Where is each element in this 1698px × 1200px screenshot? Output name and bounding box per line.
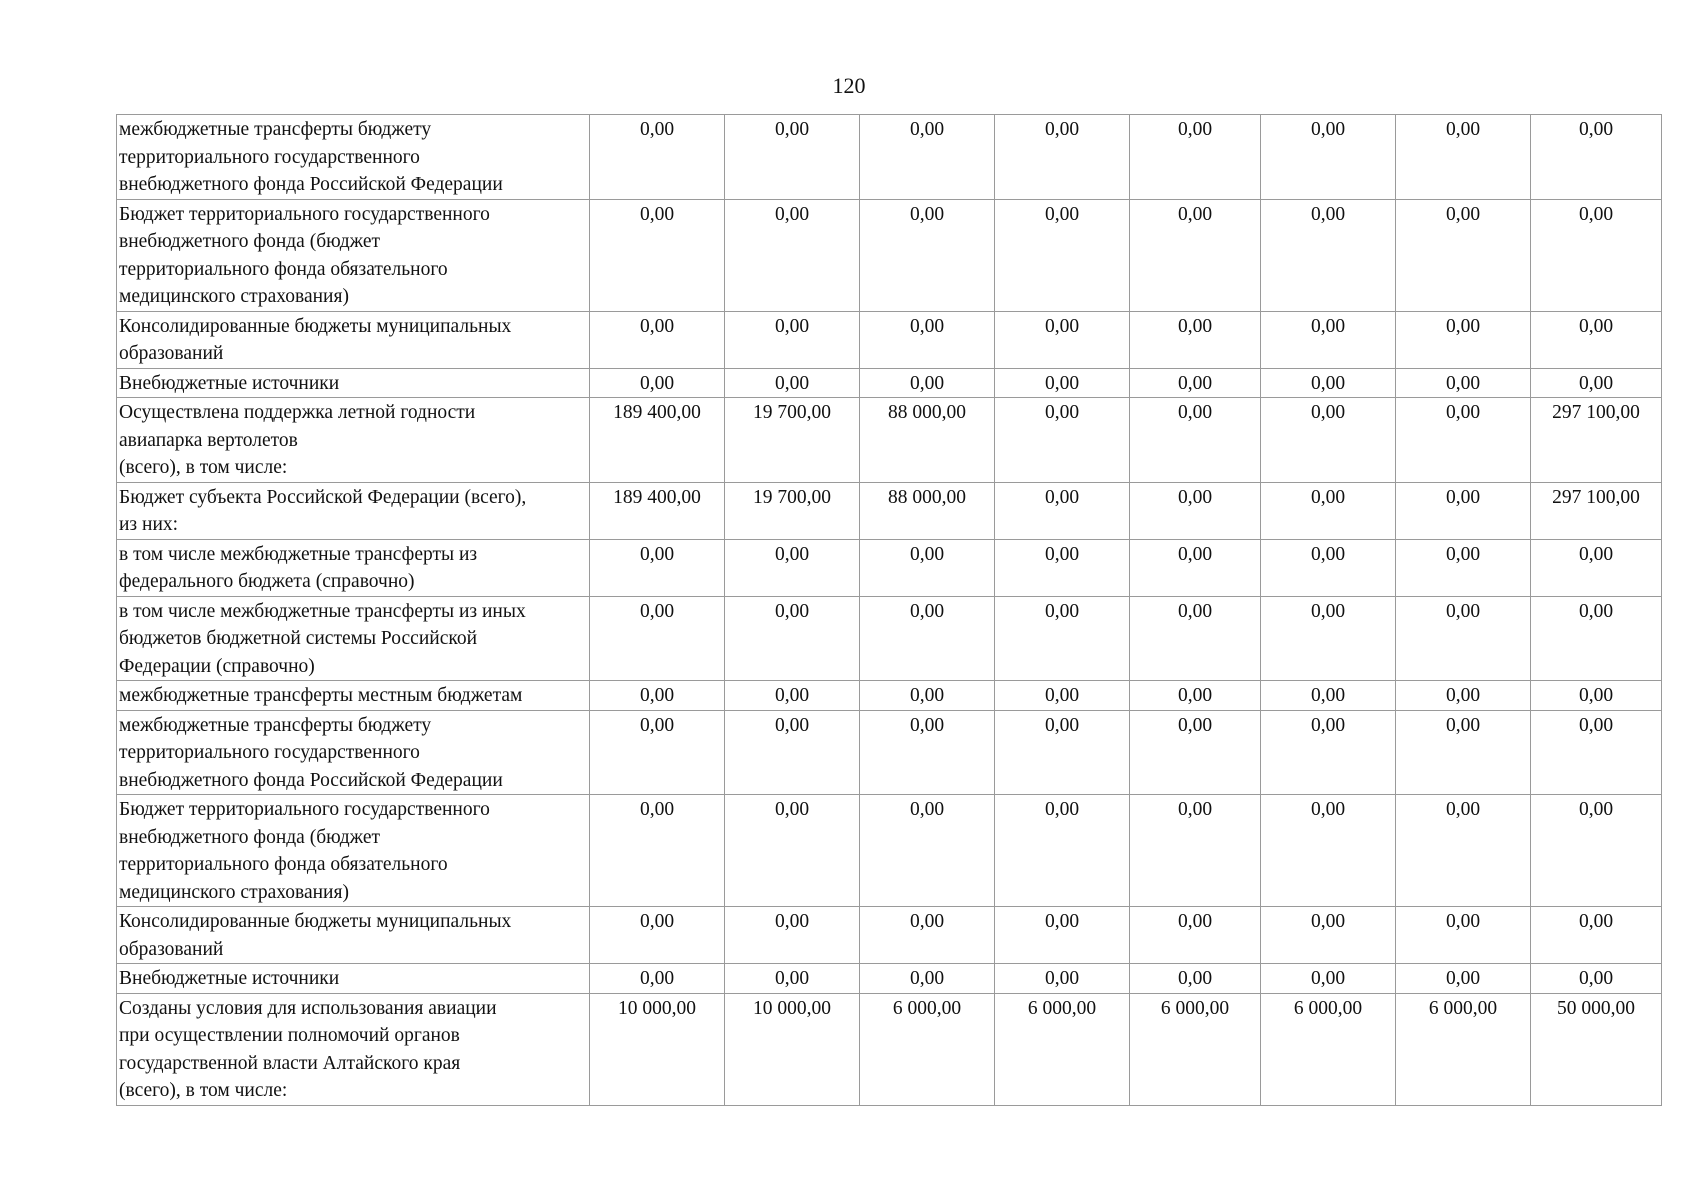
value-cell: 0,00 (725, 199, 860, 311)
value-cell: 0,00 (1261, 398, 1396, 483)
value-cell: 0,00 (1130, 710, 1261, 795)
value-cell: 0,00 (1130, 596, 1261, 681)
value-cell: 0,00 (860, 311, 995, 368)
value-cell: 0,00 (1130, 482, 1261, 539)
value-cell: 0,00 (1396, 596, 1531, 681)
value-cell: 0,00 (1261, 368, 1396, 398)
table-row (117, 795, 1662, 907)
value-cell: 10 000,00 (590, 993, 725, 1105)
table-row (117, 964, 1662, 994)
value-cell: 0,00 (1130, 311, 1261, 368)
value-cell: 0,00 (1396, 199, 1531, 311)
value-cell: 0,00 (860, 199, 995, 311)
row-label-cell: Бюджет территориального государственного внебюджетного фонда (бюджет территориального фонда обязательного медицинского страхования) (117, 795, 590, 907)
value-cell: 0,00 (1261, 795, 1396, 907)
value-cell: 0,00 (860, 368, 995, 398)
value-cell: 0,00 (995, 964, 1130, 994)
value-cell: 0,00 (860, 681, 995, 711)
value-cell: 0,00 (1531, 710, 1662, 795)
row-label-cell: Внебюджетные источники (117, 964, 590, 994)
table-row (117, 993, 1662, 1105)
value-cell: 0,00 (590, 964, 725, 994)
value-cell: 0,00 (995, 539, 1130, 596)
value-cell: 0,00 (1396, 115, 1531, 200)
row-label-cell: Внебюджетные источники (117, 368, 590, 398)
value-cell: 0,00 (1531, 907, 1662, 964)
value-cell: 0,00 (1130, 398, 1261, 483)
value-cell: 0,00 (1531, 539, 1662, 596)
value-cell: 0,00 (725, 596, 860, 681)
value-cell: 0,00 (1396, 964, 1531, 994)
value-cell: 0,00 (590, 539, 725, 596)
value-cell: 6 000,00 (995, 993, 1130, 1105)
table-row (117, 368, 1662, 398)
value-cell: 6 000,00 (860, 993, 995, 1105)
value-cell: 0,00 (725, 368, 860, 398)
row-label-cell: в том числе межбюджетные трансферты из иных бюджетов бюджетной системы Российской Федерации (справочно) (117, 596, 590, 681)
table-row (117, 710, 1662, 795)
row-label-cell: Консолидированные бюджеты муниципальных образований (117, 311, 590, 368)
value-cell: 0,00 (590, 311, 725, 368)
value-cell: 0,00 (1261, 907, 1396, 964)
value-cell: 297 100,00 (1531, 482, 1662, 539)
row-label-cell: Созданы условия для использования авиации при осуществлении полномочий органов государственной власти Алтайского края (всего), в том числе: (117, 993, 590, 1105)
value-cell: 0,00 (1531, 199, 1662, 311)
row-label-cell: Бюджет субъекта Российской Федерации (всего), из них: (117, 482, 590, 539)
value-cell: 0,00 (590, 368, 725, 398)
value-cell: 0,00 (1130, 115, 1261, 200)
value-cell: 0,00 (725, 795, 860, 907)
value-cell: 0,00 (1396, 681, 1531, 711)
value-cell: 0,00 (725, 907, 860, 964)
value-cell: 0,00 (1261, 199, 1396, 311)
value-cell: 0,00 (1261, 710, 1396, 795)
value-cell: 0,00 (995, 311, 1130, 368)
value-cell: 0,00 (1531, 964, 1662, 994)
value-cell: 0,00 (1261, 681, 1396, 711)
value-cell: 0,00 (860, 795, 995, 907)
value-cell: 0,00 (590, 907, 725, 964)
value-cell: 50 000,00 (1531, 993, 1662, 1105)
value-cell: 0,00 (995, 482, 1130, 539)
value-cell: 0,00 (1531, 681, 1662, 711)
value-cell: 0,00 (1261, 596, 1396, 681)
value-cell: 0,00 (995, 710, 1130, 795)
value-cell: 6 000,00 (1130, 993, 1261, 1105)
value-cell: 0,00 (1261, 311, 1396, 368)
row-label-cell: межбюджетные трансферты бюджету территориального государственного внебюджетного фонда Российской Федерации (117, 710, 590, 795)
value-cell: 0,00 (1130, 368, 1261, 398)
value-cell: 0,00 (995, 681, 1130, 711)
budget-table (116, 114, 1662, 1106)
value-cell: 88 000,00 (860, 398, 995, 483)
page-number: 120 (832, 73, 866, 98)
value-cell: 0,00 (1396, 368, 1531, 398)
value-cell: 0,00 (590, 596, 725, 681)
value-cell: 0,00 (725, 710, 860, 795)
value-cell: 0,00 (995, 398, 1130, 483)
value-cell: 0,00 (995, 907, 1130, 964)
table-row (117, 907, 1662, 964)
table-row (117, 681, 1662, 711)
value-cell: 0,00 (1261, 539, 1396, 596)
value-cell: 0,00 (995, 795, 1130, 907)
value-cell: 0,00 (1396, 398, 1531, 483)
row-label-cell: межбюджетные трансферты местным бюджетам (117, 681, 590, 711)
value-cell: 10 000,00 (725, 993, 860, 1105)
value-cell: 0,00 (1396, 710, 1531, 795)
value-cell: 0,00 (860, 907, 995, 964)
value-cell: 0,00 (1130, 964, 1261, 994)
value-cell: 0,00 (995, 596, 1130, 681)
row-label-cell: Консолидированные бюджеты муниципальных образований (117, 907, 590, 964)
value-cell: 6 000,00 (1396, 993, 1531, 1105)
value-cell: 0,00 (1531, 795, 1662, 907)
table-row (117, 398, 1662, 483)
value-cell: 0,00 (1130, 795, 1261, 907)
value-cell: 0,00 (860, 539, 995, 596)
value-cell: 0,00 (995, 199, 1130, 311)
value-cell: 6 000,00 (1261, 993, 1396, 1105)
value-cell: 19 700,00 (725, 482, 860, 539)
value-cell: 0,00 (725, 311, 860, 368)
value-cell: 0,00 (590, 681, 725, 711)
row-label-cell: в том числе межбюджетные трансферты из федерального бюджета (справочно) (117, 539, 590, 596)
row-label-cell: Бюджет территориального государственного внебюджетного фонда (бюджет территориального фонда обязательного медицинского страхования) (117, 199, 590, 311)
value-cell: 0,00 (1130, 199, 1261, 311)
value-cell: 88 000,00 (860, 482, 995, 539)
value-cell: 0,00 (1261, 482, 1396, 539)
value-cell: 0,00 (1531, 596, 1662, 681)
value-cell: 0,00 (590, 710, 725, 795)
value-cell: 0,00 (1396, 482, 1531, 539)
table-row (117, 482, 1662, 539)
value-cell: 0,00 (860, 596, 995, 681)
value-cell: 0,00 (860, 964, 995, 994)
row-label-cell: межбюджетные трансферты бюджету территориального государственного внебюджетного фонда Российской Федерации (117, 115, 590, 200)
value-cell: 0,00 (1261, 115, 1396, 200)
value-cell: 0,00 (725, 964, 860, 994)
value-cell: 0,00 (1130, 539, 1261, 596)
value-cell: 0,00 (1130, 681, 1261, 711)
row-label-cell: Осуществлена поддержка летной годности авиапарка вертолетов (всего), в том числе: (117, 398, 590, 483)
value-cell: 0,00 (725, 115, 860, 200)
value-cell: 0,00 (1531, 311, 1662, 368)
value-cell: 189 400,00 (590, 482, 725, 539)
value-cell: 0,00 (1531, 368, 1662, 398)
table-row (117, 311, 1662, 368)
value-cell: 0,00 (725, 539, 860, 596)
value-cell: 0,00 (995, 115, 1130, 200)
value-cell: 0,00 (1396, 795, 1531, 907)
value-cell: 0,00 (860, 115, 995, 200)
value-cell: 189 400,00 (590, 398, 725, 483)
table-row (117, 115, 1662, 200)
value-cell: 19 700,00 (725, 398, 860, 483)
value-cell: 0,00 (590, 115, 725, 200)
value-cell: 0,00 (1261, 964, 1396, 994)
value-cell: 0,00 (590, 199, 725, 311)
value-cell: 0,00 (1396, 539, 1531, 596)
value-cell: 0,00 (860, 710, 995, 795)
value-cell: 0,00 (725, 681, 860, 711)
value-cell: 0,00 (1130, 907, 1261, 964)
table-body (117, 115, 1662, 1106)
table-row (117, 596, 1662, 681)
table-row (117, 199, 1662, 311)
value-cell: 0,00 (1396, 907, 1531, 964)
value-cell: 0,00 (1396, 311, 1531, 368)
table-row (117, 539, 1662, 596)
value-cell: 0,00 (590, 795, 725, 907)
value-cell: 297 100,00 (1531, 398, 1662, 483)
value-cell: 0,00 (1531, 115, 1662, 200)
value-cell: 0,00 (995, 368, 1130, 398)
